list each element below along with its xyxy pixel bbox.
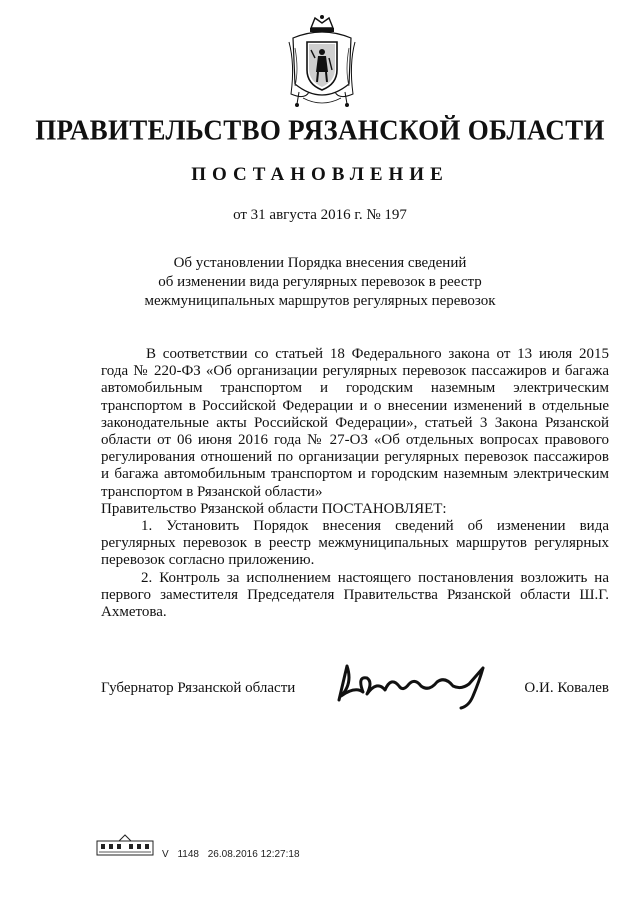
signature-block <box>101 680 609 730</box>
document-body <box>101 346 609 621</box>
reg-prefix: V <box>162 849 169 860</box>
coat-of-arms-icon <box>285 14 359 110</box>
signer-name: О.И. Ковалев <box>524 680 609 696</box>
document-date-number: от 31 августа 2016 г. № 197 <box>233 207 407 223</box>
resolution-item: 1. Установить Порядок внесения сведений об изменении вида регулярных перевозок в реестр межмуниципальных маршрутов регулярных перевозок согласно приложению. <box>101 518 609 569</box>
decree-line: Правительство Рязанской области ПОСТАНОВЛЯЕТ: <box>101 500 447 517</box>
handwritten-signature-icon <box>333 656 498 711</box>
organization-title: ПРАВИТЕЛЬСТВО РЯЗАНСКОЙ ОБЛАСТИ <box>35 114 605 146</box>
preamble-paragraph: В соответствии со статьей 18 Федерального закона от 13 июля 2015 года № 220-ФЗ «Об организации регулярных перевозок пассажиров и багажа автомобильным транспортом и городским наземным электрическим транспортом в Российской Федерации и о внесении изменений в отдельные законодательные акты Российской Федерации», статьей 3 Закона Рязанской области от 06 июня 2016 года № 27-ОЗ «Об отдельных вопросах правового регулирования отношений по организации регулярных перевозок пассажиров и багажа автомобильным транспортом и городским наземным электрическим транспортом в Рязанской области» <box>101 346 609 500</box>
document-type: ПОСТАНОВЛЕНИЕ <box>191 164 449 185</box>
document-subject <box>120 254 520 311</box>
subject-line: Об установлении Порядка внесения сведений <box>173 255 467 271</box>
reg-datetime: 26.08.2016 12:27:18 <box>207 849 300 860</box>
registration-mark <box>162 849 306 860</box>
registration-stamp-icon <box>95 833 155 859</box>
subject-line: межмуниципальных маршрутов регулярных перевозок <box>144 293 496 309</box>
reg-number: 1148 <box>177 849 199 860</box>
resolution-item: 2. Контроль за исполнением настоящего постановления возложить на первого заместителя Председателя Правительства Рязанской области Ш.Г. Ахметова. <box>101 569 609 621</box>
signer-position: Губернатор Рязанской области <box>101 680 296 696</box>
subject-line: об изменении вида регулярных перевозок в реестр <box>158 274 482 290</box>
